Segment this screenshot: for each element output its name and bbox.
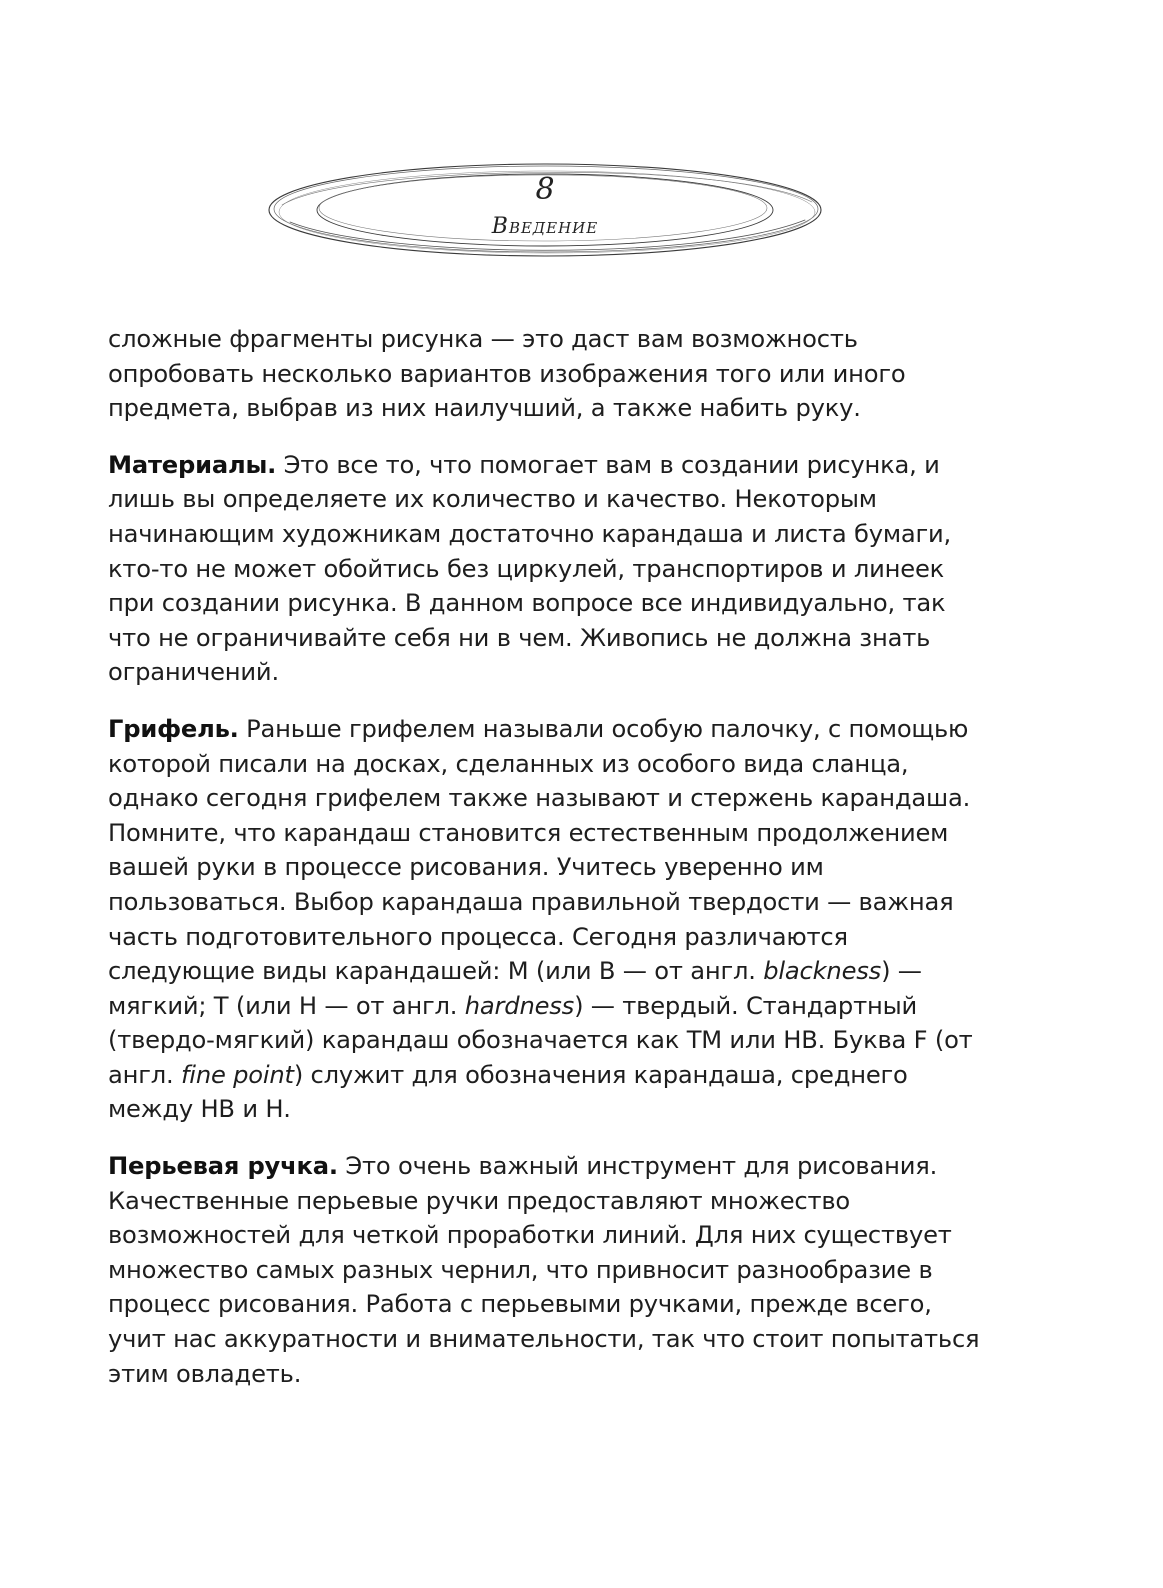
- body-text: [108, 322, 988, 1413]
- chapter-title: Введение: [491, 214, 599, 239]
- paragraph-fountain-pen: [108, 1149, 988, 1391]
- oval-frame-ornament: [260, 150, 830, 270]
- paragraph-text: сложные фрагменты рисунка — это даст вам возможность опробовать несколько вариантов изображения того или иного предмета, выбрав из них наилучший, а также набить руку.: [108, 325, 906, 423]
- paragraph-text: ) — твердый. Стандартный (твердо-мягкий) карандаш обозначается как ТМ или НВ. Буква F (от англ.: [108, 991, 973, 1089]
- italic-term: hardness: [464, 991, 575, 1020]
- page-header: [260, 150, 830, 270]
- paragraph-graphite: [108, 712, 988, 1127]
- paragraph-text: Раньше грифелем называли особую палочку, с помощью которой писали на досках, сделанных из особого вида сланца, однако сегодня грифелем также называют и стержень карандаша. Помните, что карандаш становится естественным продолжением вашей руки в процессе рисования. Учитесь уверенно им пользоваться. Выбор карандаша правильной твердости — важная часть подготовительного процесса. Сегодня различаются следующие виды карандашей: М (или В — от англ.: [108, 714, 971, 986]
- page-number: 8: [535, 172, 555, 207]
- paragraph-text: ) служит для обозначения карандаша, среднего между НВ и Н.: [108, 1060, 908, 1124]
- paragraph-intro: [108, 322, 988, 426]
- paragraph-text: Это очень важный инструмент для рисования. Качественные перьевые ручки предоставляют множество возможностей для четкой проработки линий. Для них существует множество самых разных чернил, что привносит разнообразие в процесс рисования. Работа с перьевыми ручками, прежде всего, учит нас аккуратности и внимательности, так что стоит попытаться этим овладеть.: [108, 1152, 980, 1388]
- term-fountain-pen: Перьевая ручка.: [108, 1152, 338, 1181]
- italic-term: blackness: [763, 957, 882, 986]
- term-materials: Материалы.: [108, 450, 277, 479]
- paragraph-text: Это все то, что помогает вам в создании рисунка, и лишь вы определяете их количество и качество. Некоторым начинающим художникам достаточно карандаша и листа бумаги, кто-то не может обойтись без циркулей, транспортиров и линеек при создании рисунка. В данном вопросе все индивидуально, так что не ограничивайте себя ни в чем. Живопись не должна знать ограничений.: [108, 450, 952, 687]
- term-graphite: Грифель.: [108, 714, 239, 743]
- italic-term: fine point: [180, 1060, 294, 1089]
- paragraph-materials: [108, 448, 988, 690]
- paragraph-text: ) — мягкий; Т (или Н — от англ.: [108, 957, 922, 1020]
